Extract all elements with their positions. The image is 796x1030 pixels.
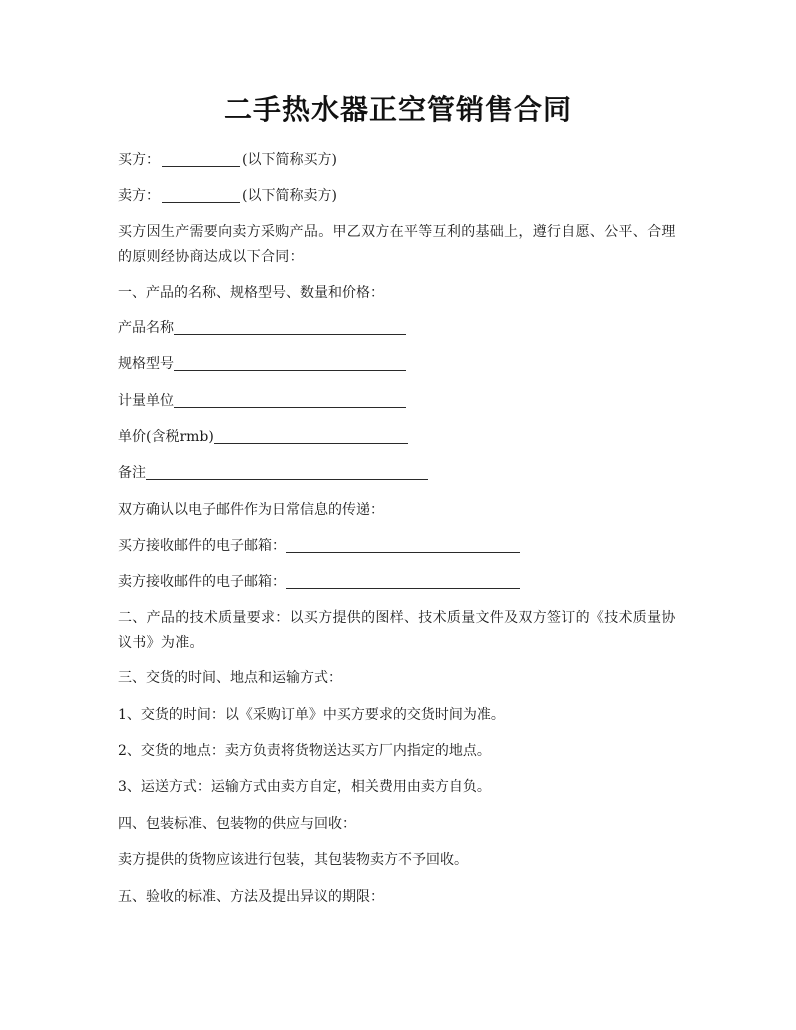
seller-label: 卖方： bbox=[118, 188, 160, 204]
seller-email-blank bbox=[286, 572, 520, 589]
transport-line: 3、运送方式：运输方式由卖方自定，相关费用由卖方自负。 bbox=[118, 779, 491, 795]
section-3-heading: 三、交货的时间、地点和运输方式： bbox=[118, 670, 342, 686]
seller-email-line bbox=[118, 570, 688, 594]
buyer-email-line bbox=[118, 534, 688, 558]
packaging-line: 卖方提供的货物应该进行包装，其包装物卖方不予回收。 bbox=[118, 852, 468, 868]
price-line bbox=[118, 425, 688, 449]
spec-blank bbox=[174, 354, 406, 371]
remarks-label: 备注 bbox=[118, 465, 146, 481]
delivery-place-line: 2、交货的地点：卖方负责将货物送达买方厂内指定的地点。 bbox=[118, 743, 491, 759]
section-5-heading: 五、验收的标准、方法及提出异议的期限： bbox=[118, 889, 384, 905]
seller-email-label: 卖方接收邮件的电子邮箱： bbox=[118, 574, 286, 590]
delivery-time-line: 1、交货的时间：以《采购订单》中买方要求的交货时间为准。 bbox=[118, 707, 505, 723]
price-blank bbox=[214, 427, 408, 444]
spec-line bbox=[118, 352, 688, 376]
seller-line bbox=[118, 184, 688, 208]
section-4-heading: 四、包装标准、包装物的供应与回收： bbox=[118, 816, 356, 832]
remarks-line bbox=[118, 461, 688, 485]
buyer-email-blank bbox=[286, 536, 520, 553]
seller-suffix: (以下简称卖方) bbox=[242, 188, 337, 204]
unit-line bbox=[118, 389, 688, 413]
seller-name-blank bbox=[162, 186, 240, 203]
unit-blank bbox=[174, 391, 406, 408]
buyer-suffix: (以下简称买方) bbox=[242, 152, 337, 168]
product-name-line bbox=[118, 316, 688, 340]
product-name-label: 产品名称 bbox=[118, 320, 174, 336]
intro-paragraph: 买方因生产需要向卖方采购产品。甲乙双方在平等互利的基础上，遵行自愿、公平、合理的原则经协商达成以下合同： bbox=[118, 224, 676, 265]
unit-label: 计量单位 bbox=[118, 393, 174, 409]
section-2-paragraph: 二、产品的技术质量要求：以买方提供的图样、技术质量文件及双方签订的《技术质量协议书》为准。 bbox=[118, 610, 676, 651]
section-1-heading: 一、产品的名称、规格型号、数量和价格： bbox=[118, 285, 384, 301]
buyer-email-label: 买方接收邮件的电子邮箱： bbox=[118, 538, 286, 554]
price-label: 单价(含税rmb) bbox=[118, 429, 214, 445]
buyer-name-blank bbox=[162, 150, 240, 167]
product-name-blank bbox=[174, 318, 406, 335]
email-confirm-line: 双方确认以电子邮件作为日常信息的传递： bbox=[118, 502, 384, 518]
page-title: 二手热水器正空管销售合同 bbox=[223, 93, 572, 126]
remarks-blank bbox=[146, 463, 428, 480]
buyer-line bbox=[118, 148, 688, 172]
spec-label: 规格型号 bbox=[118, 356, 174, 372]
buyer-label: 买方： bbox=[118, 152, 160, 168]
